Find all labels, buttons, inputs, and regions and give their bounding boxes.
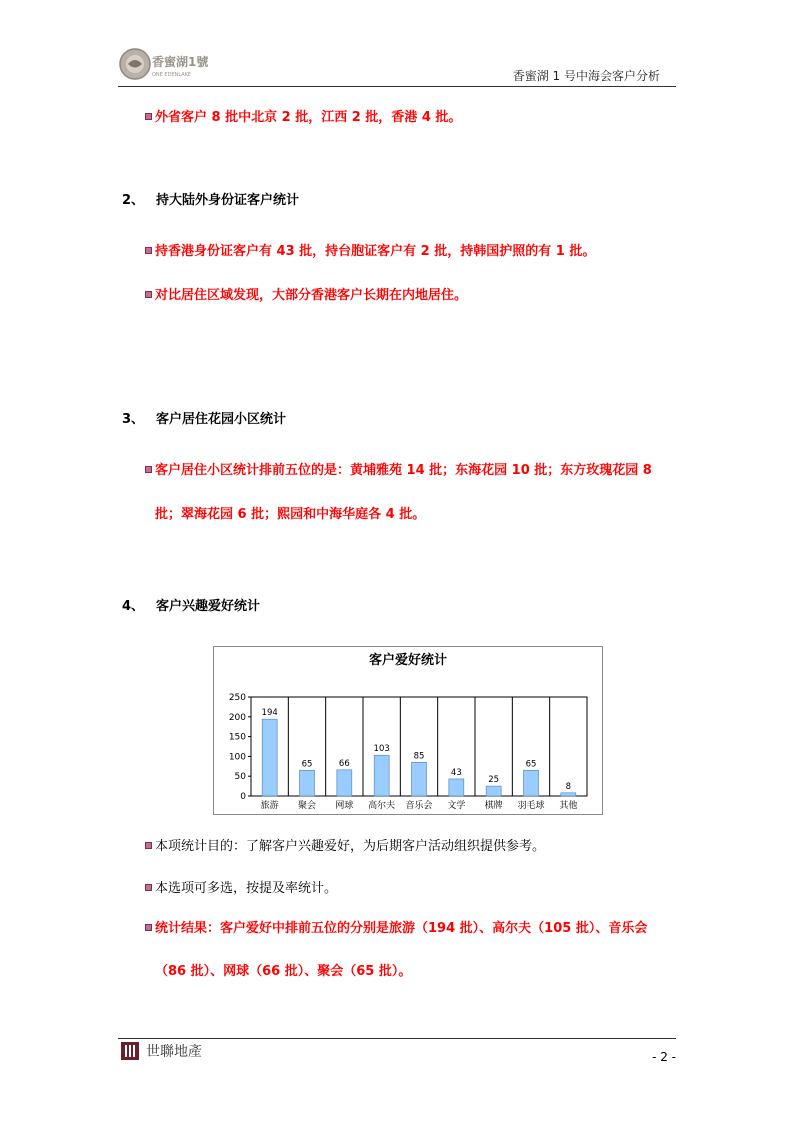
data-label: 8: [565, 781, 572, 792]
footer-logo: [120, 1040, 220, 1062]
x-tick-label: 网球: [335, 801, 354, 811]
section-number: 4、: [122, 599, 145, 614]
square-bullet-icon: [145, 466, 152, 473]
data-label: 65: [525, 759, 537, 770]
x-tick-label: 音乐会: [405, 801, 433, 811]
data-label: 103: [373, 744, 390, 755]
x-tick-label: 羽毛球: [517, 801, 545, 811]
y-tick-label: 0: [240, 792, 246, 802]
bar: [300, 770, 315, 796]
hobby-chart: [213, 646, 603, 815]
section-number: 2、: [122, 193, 145, 208]
section-heading-3: [122, 410, 286, 430]
data-label: 85: [413, 751, 425, 762]
square-bullet-icon: [145, 113, 152, 120]
bar: [524, 770, 539, 796]
header-divider: [118, 86, 676, 87]
bullet-multi-select: [145, 879, 337, 899]
y-tick-label: 100: [228, 752, 246, 763]
bar: [337, 770, 352, 796]
bar: [449, 779, 464, 796]
bullet-text: 本项统计目的：了解客户兴趣爱好，为后期客户活动组织提供参考。: [155, 839, 546, 854]
bar: [561, 793, 576, 796]
bar: [262, 719, 277, 796]
bullet-text: 本选项可多选，按提及率统计。: [155, 881, 338, 896]
y-tick-label: 250: [228, 693, 246, 703]
bullet-result: [145, 919, 647, 939]
section-heading-4: [122, 597, 260, 617]
bullet-text: 客户居住小区统计排前五位的是：黄埔雅苑 14 批；东海花园 10 批；东方玫瑰花园 8: [155, 463, 652, 478]
data-label: 43: [450, 767, 462, 778]
footer-logo-text: 世聯地產: [146, 1044, 202, 1060]
page-number: - 2 -: [652, 1050, 676, 1064]
y-tick-label: 50: [234, 772, 246, 783]
bullet-text: 对比居住区域发现，大部分香港客户长期在内地居住。: [155, 288, 468, 303]
bullet-text: 外省客户 8 批中北京 2 批，江西 2 批，香港 4 批。: [155, 110, 462, 125]
bullet-text: 统计结果：客户爱好中排前五位的分别是旅游（194 批）、高尔夫（105 批）、音乐会: [155, 921, 648, 936]
logo-subtext: ONE EDENLAKE: [152, 72, 192, 78]
square-bullet-icon: [145, 842, 152, 849]
footer-divider: [118, 1038, 676, 1039]
square-bullet-icon: [145, 291, 152, 298]
bar: [486, 786, 501, 796]
bullet-garden-stats: [145, 461, 652, 481]
data-label: 25: [488, 775, 500, 786]
section-heading-2: [122, 191, 299, 211]
x-tick-label: 高尔夫: [368, 801, 396, 811]
bullet-out-of-province: [145, 108, 461, 128]
logo-text: 香蜜湖1號: [152, 55, 209, 69]
bullet-purpose: [145, 837, 545, 857]
x-tick-label: 旅游: [260, 801, 279, 811]
bar: [412, 762, 427, 796]
bullet-id-stats: [145, 242, 595, 262]
y-tick-label: 150: [228, 732, 246, 743]
square-bullet-icon: [145, 247, 152, 254]
x-tick-label: 聚会: [297, 801, 317, 811]
data-label: 66: [338, 758, 350, 769]
bullet-residence-compare: [145, 286, 467, 306]
section-title: 客户兴趣爱好统计: [156, 599, 261, 614]
data-label: 65: [301, 759, 313, 770]
square-bullet-icon: [145, 884, 152, 891]
bullet-garden-stats-continued: 批；翠海花园 6 批；熙园和中海华庭各 4 批。: [155, 507, 426, 522]
square-bullet-icon: [145, 924, 152, 931]
section-title: 持大陆外身份证客户统计: [156, 193, 300, 208]
bullet-result-continued: （86 批）、网球（66 批）、聚会（65 批）。: [155, 964, 412, 979]
x-tick-label: 文学: [447, 801, 466, 811]
section-title: 客户居住花园小区统计: [156, 412, 287, 427]
x-tick-label: 其他: [559, 801, 578, 811]
data-label: 194: [261, 708, 278, 719]
bullet-text: 持香港身份证客户有 43 批，持台胞证客户有 2 批，持韩国护照的有 1 批。: [155, 244, 596, 259]
hobby-chart-svg: [214, 647, 602, 814]
chart-title: 客户爱好统计: [368, 653, 448, 668]
header-title: 香蜜湖 1 号中海会客户分析: [512, 69, 660, 83]
x-tick-label: 棋牌: [484, 801, 503, 811]
bar: [374, 755, 389, 796]
y-tick-label: 200: [228, 712, 246, 723]
section-number: 3、: [122, 412, 145, 427]
